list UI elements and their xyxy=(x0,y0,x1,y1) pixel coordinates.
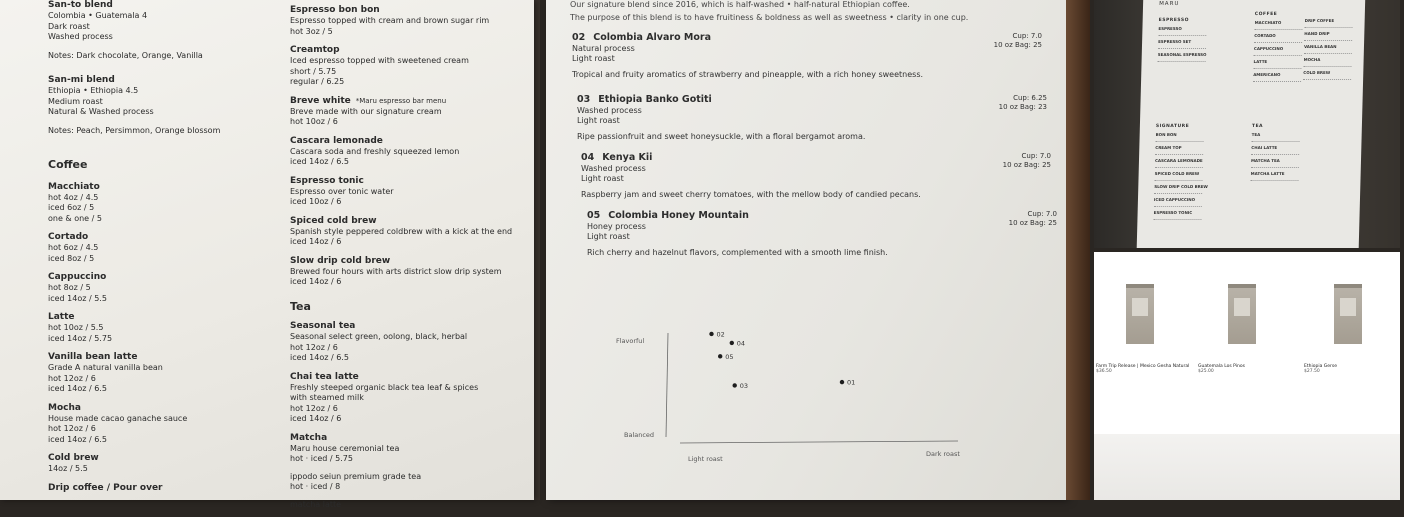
wall-menu-item xyxy=(1303,70,1383,80)
menu-item-detail: hot 3oz / 5 xyxy=(290,26,333,36)
intro-line: Our signature blend since 2016, which is half-washed • half-natural Ethiopian coffee. xyxy=(570,0,910,9)
menu-item xyxy=(290,320,520,364)
menu-item-detail: hot · iced / 8 xyxy=(290,482,341,491)
menu-item-name: Latte xyxy=(48,312,75,322)
wall-menu-item-detail xyxy=(1304,50,1352,54)
wall-menu-item-detail xyxy=(1158,58,1206,62)
origin-name: Colombia Honey Mountain xyxy=(608,210,749,221)
menu-item xyxy=(48,181,268,225)
price-bag: 10 oz Bag: 25 xyxy=(993,41,1042,49)
menu-item xyxy=(48,402,268,446)
menu-item-detail: hot 4oz / 4.5 xyxy=(48,192,99,202)
product-price: $27.50 xyxy=(1304,369,1320,374)
wall-menu-item-name: MATCHA LATTE xyxy=(1250,171,1285,176)
wall-menu-item-detail xyxy=(1153,216,1201,220)
menu-item-name: Chai tea latte xyxy=(290,371,359,382)
wall-menu-item-detail xyxy=(1253,65,1301,69)
menu-item xyxy=(48,452,268,475)
wall-menu-item-name: CASCARA LEMONADE xyxy=(1154,158,1203,163)
origin-price xyxy=(994,32,1042,50)
menu-item-tag: *Maru espresso bar menu xyxy=(355,96,447,105)
wall-menu-item-name: SPICED COLD BREW xyxy=(1154,171,1200,176)
wall-menu-item-name: MOCHA xyxy=(1303,57,1321,62)
wall-menu-item xyxy=(1251,145,1331,155)
plot-point-label: 01 xyxy=(847,378,856,387)
menu-item-detail: Spanish style peppered coldbrew with a kick at the end xyxy=(290,226,513,236)
product-name[interactable]: Ethiopia Gerse xyxy=(1304,364,1337,369)
menu-right-column xyxy=(290,4,520,517)
origin-entry xyxy=(587,210,1057,258)
section-title-coffee: Coffee xyxy=(48,158,88,171)
menu-item xyxy=(290,4,520,37)
wall-menu-item-name: CORTADO xyxy=(1254,33,1276,38)
menu-item-title: Creamtop xyxy=(290,45,340,55)
menu-item-detail: iced 10oz / 6 xyxy=(290,197,342,206)
wall-menu-item-name: AMERICANO xyxy=(1253,72,1281,77)
plot-point-label: 05 xyxy=(725,352,734,361)
blend-detail: Washed process xyxy=(48,32,113,41)
origin-roast: Light roast xyxy=(577,116,620,125)
blend-notes: Notes: Dark chocolate, Orange, Vanilla xyxy=(48,50,203,60)
menu-item-name xyxy=(290,175,520,187)
section-title-tea: Tea xyxy=(290,299,311,313)
plot-point xyxy=(730,341,734,345)
wall-menu-item-name: VANILLA BEAN xyxy=(1303,44,1337,49)
menu-item-name: Cold brew xyxy=(48,453,99,463)
wall-menu-item xyxy=(1158,26,1238,36)
bag-label xyxy=(1340,298,1356,316)
menu-item-detail: Espresso over tonic water xyxy=(290,186,394,196)
menu-item-detail: Breve made with our signature cream xyxy=(290,106,442,116)
menu-item-detail: ippodo seiun premium grade tea xyxy=(290,471,422,481)
wall-menu-item xyxy=(1304,44,1384,54)
menu-item-name xyxy=(290,95,520,107)
wall-menu-item-name: HAND DRIP xyxy=(1304,31,1330,36)
origin-price xyxy=(1003,152,1051,170)
menu-item xyxy=(48,271,268,304)
blends-photo-panel xyxy=(546,0,1090,500)
menu-item-detail: 14oz / 5.5 xyxy=(48,464,88,473)
wall-menu-item-detail xyxy=(1304,37,1352,41)
blend-notes: Notes: Peach, Persimmon, Orange blossom xyxy=(48,125,221,135)
plot-point-label: 03 xyxy=(739,381,748,390)
wall-menu-item-name: SEASONAL ESPRESSO xyxy=(1157,52,1207,57)
wall-menu-heading: TEA xyxy=(1251,124,1264,129)
menu-item-name xyxy=(290,4,520,16)
wall-menu-item-detail xyxy=(1253,78,1301,82)
menu-item xyxy=(48,351,268,395)
origin-description: Ripe passionfruit and sweet honeysuckle, with a floral bergamot aroma. xyxy=(577,132,866,141)
origin-number: 02 xyxy=(572,32,586,43)
menu-item-detail: House made cacao ganache sauce xyxy=(48,413,188,423)
menu-item xyxy=(290,472,520,493)
wall-menu-column xyxy=(1157,10,1238,65)
x-axis-right-label: Dark roast xyxy=(926,450,960,458)
origin-process: Honey process xyxy=(587,222,646,231)
wall-menu-item-name: MATCHA TEA xyxy=(1250,158,1280,163)
menu-item-detail: hot 12oz / 6 xyxy=(48,373,96,383)
menu-item-detail: iced 14oz / 6.5 xyxy=(290,353,349,362)
blurred-photo-panel xyxy=(1094,434,1400,500)
wall-menu-item-name: LATTE xyxy=(1253,59,1268,64)
menu-item xyxy=(290,95,520,128)
wall-menu-item-detail xyxy=(1154,177,1202,181)
menu-item-name xyxy=(290,44,520,56)
plot-point xyxy=(840,380,844,384)
wall-menu-item xyxy=(1155,145,1235,155)
wall-menu-item-detail xyxy=(1254,39,1302,43)
origin-name: Kenya Kii xyxy=(602,152,653,163)
menu-item-detail: iced 8oz / 5 xyxy=(48,253,95,263)
blend-detail: Natural & Washed process xyxy=(48,107,154,116)
wall-menu-heading: ESPRESSO xyxy=(1158,18,1189,23)
menu-item-name: Cappuccino xyxy=(48,272,107,282)
bag-label xyxy=(1132,298,1148,316)
wall-menu-item xyxy=(1153,210,1233,220)
wall-menu-item-detail xyxy=(1250,177,1298,181)
wall-menu-item xyxy=(1303,57,1383,67)
product-card[interactable] xyxy=(1304,284,1404,374)
price-bag: 10 oz Bag: 25 xyxy=(1002,161,1051,169)
origin-description: Raspberry jam and sweet cherry tomatoes, with the mellow body of candied pecans. xyxy=(581,190,921,199)
price-cup: Cup: 7.0 xyxy=(1012,32,1042,40)
wall-menu-item xyxy=(1251,158,1331,168)
menu-item-detail: iced 14oz / 5.5 xyxy=(48,293,107,303)
wall-menu-item-detail xyxy=(1155,151,1203,155)
price-cup: Cup: 7.0 xyxy=(1021,152,1051,160)
blend-detail: Colombia • Guatemala 4 xyxy=(48,11,148,20)
origin-process: Natural process xyxy=(572,44,635,53)
menu-item-detail: iced 14oz / 6.5 xyxy=(48,434,107,444)
menu-item xyxy=(290,371,520,425)
wall-menu-item-name: ICED CAPPUCCINO xyxy=(1153,197,1196,202)
wall-menu-board xyxy=(1137,0,1366,248)
origin-title xyxy=(581,152,1051,164)
menu-item-detail: hot 6oz / 4.5 xyxy=(48,243,99,252)
origin-price xyxy=(1009,210,1057,228)
plot-point-label: 04 xyxy=(736,339,746,348)
menu-item-detail: hot · iced / 5.75 xyxy=(290,454,353,463)
product-price: $25.00 xyxy=(1198,369,1214,374)
wall-menu-column xyxy=(1303,10,1385,83)
price-cup: Cup: 6.25 xyxy=(1013,94,1047,102)
wall-menu-item-detail xyxy=(1154,190,1202,194)
wall-menu-heading: COFFEE xyxy=(1254,12,1278,17)
menu-item-title: Slow drip cold brew xyxy=(290,255,391,266)
menu-item xyxy=(290,500,520,511)
y-axis-top-label: Flavorful xyxy=(616,337,645,345)
menu-item-name: Cortado xyxy=(48,232,89,242)
menu-item-title: Cascara lemonade xyxy=(290,135,383,146)
menu-item xyxy=(290,255,520,288)
blend-name: San-to blend xyxy=(48,0,113,10)
origin-process: Washed process xyxy=(581,164,646,173)
wall-menu-item-name: DRIP COFFEE xyxy=(1304,18,1335,23)
wall-menu-item-name: MACCHIATO xyxy=(1254,20,1282,25)
coffee-bag-image[interactable] xyxy=(1126,284,1154,344)
menu-item-detail: Brewed four hours with arts district slow drip system xyxy=(290,266,502,276)
wall-menu-heading: SIGNATURE xyxy=(1155,124,1190,129)
origin-description: Tropical and fruity aromatics of strawberry and pineapple, with a rich honey sweetness. xyxy=(572,70,924,79)
menu-item xyxy=(290,215,520,248)
menu-item-detail: with steamed milk xyxy=(290,393,364,402)
wall-menu-item xyxy=(1158,39,1238,49)
origin-entry xyxy=(581,152,1051,200)
menu-item-detail: hot 8oz / 5 xyxy=(48,283,91,292)
plot-point-label: 02 xyxy=(716,330,725,339)
blend-entry xyxy=(48,75,268,136)
wall-menu-item xyxy=(1304,18,1384,28)
menu-item-name: Seasonal tea xyxy=(290,321,356,331)
menu-item-detail: iced 14oz / 6 xyxy=(290,237,342,246)
wall-menu-item xyxy=(1158,52,1238,62)
wall-menu-title: MARU xyxy=(1159,1,1180,7)
origin-name: Ethiopia Banko Gotiti xyxy=(598,94,712,105)
wall-menu-item xyxy=(1304,31,1384,41)
product-card[interactable] xyxy=(1096,284,1196,374)
coffee-bag-image[interactable] xyxy=(1334,284,1362,344)
wall-menu-item xyxy=(1250,171,1330,181)
wall-menu-item-name: CREAM TOP xyxy=(1155,145,1182,150)
origin-roast: Light roast xyxy=(587,232,630,241)
menu-item xyxy=(290,135,520,168)
menu-item xyxy=(290,432,520,465)
menu-item-name xyxy=(290,135,520,147)
origin-title xyxy=(572,32,1042,44)
menu-item-name: Drip coffee / Pour over xyxy=(48,482,163,493)
menu-item-detail: one & one / 5 xyxy=(48,213,102,223)
product-price: $36.50 xyxy=(1096,369,1112,374)
menu-item xyxy=(290,44,520,88)
wall-menu-item-detail xyxy=(1251,138,1299,142)
bag-label xyxy=(1234,298,1250,316)
menu-item-detail: hot 12oz / 6 xyxy=(290,342,338,352)
x-axis-left-label: Light roast xyxy=(688,455,723,463)
origin-number: 05 xyxy=(587,210,601,221)
blend-name: San-mi blend xyxy=(48,75,115,85)
blends-sheet xyxy=(546,0,1066,500)
origin-description: Rich cherry and hazelnut flavors, complemented with a smooth lime finish. xyxy=(587,248,888,257)
menu-item-detail: Maru house ceremonial tea xyxy=(290,443,400,453)
product-card[interactable] xyxy=(1198,284,1298,374)
menu-item-detail: Seasonal select green, oolong, black, herbal xyxy=(290,332,468,341)
wall-menu-item-name: BON BON xyxy=(1155,132,1177,137)
menu-left-column xyxy=(48,0,268,501)
blend-detail: Medium roast xyxy=(48,96,103,106)
menu-item-detail: Cascara soda and freshly squeezed lemon xyxy=(290,146,460,156)
wall-menu-item-detail xyxy=(1155,164,1203,168)
wall-menu-item-name: COLD BREW xyxy=(1303,70,1331,75)
menu-item-detail: regular / 6.25 xyxy=(290,77,345,86)
menu-item-name: Matcha xyxy=(290,432,328,443)
price-bag: 10 oz Bag: 25 xyxy=(1008,219,1057,227)
menu-item xyxy=(290,175,520,208)
origin-roast: Light roast xyxy=(581,174,624,183)
blend-detail: Ethiopia • Ethiopia 4.5 xyxy=(48,86,139,95)
wall-menu-item-detail xyxy=(1251,164,1299,168)
menu-item-title: Espresso bon bon xyxy=(290,5,380,15)
menu-photo-panel xyxy=(0,0,540,509)
wood-background xyxy=(1066,0,1090,500)
origin-entry xyxy=(577,94,1047,142)
wall-menu-column xyxy=(1250,116,1332,184)
origin-price xyxy=(999,94,1047,112)
menu-item-title: Breve white xyxy=(290,95,351,106)
wall-menu-item-detail xyxy=(1154,203,1202,207)
wall-menu-item-name: SLOW DRIP COLD BREW xyxy=(1154,184,1208,189)
menu-item-name xyxy=(290,255,520,267)
origin-name: Colombia Alvaro Mora xyxy=(593,32,711,43)
plot-point xyxy=(718,354,722,358)
menu-item-detail: Espresso topped with cream and brown sugar rim xyxy=(290,16,490,25)
product-name[interactable]: Farm Trip Release | Mexico Gesha Natural xyxy=(1096,364,1190,369)
menu-item-detail: iced 6oz / 5 xyxy=(48,203,95,212)
origin-entry xyxy=(572,32,1042,80)
wall-menu-item xyxy=(1154,197,1234,207)
wall-menu-item-name: ESPRESSO TONIC xyxy=(1153,210,1193,215)
wall-menu-photo-panel xyxy=(1094,0,1400,248)
coffee-bag-image[interactable] xyxy=(1228,284,1256,344)
menu-item-detail: Grade A natural vanilla bean xyxy=(48,363,163,372)
menu-item-detail: hot 10oz / 6 xyxy=(290,117,338,126)
wall-menu-item-detail xyxy=(1158,32,1206,36)
menu-item-detail: matcha latte xyxy=(290,499,342,509)
intro-line: The purpose of this blend is to have fruitiness & boldness as well as sweetness • clarity in one cup. xyxy=(570,13,969,22)
menu-item-detail: iced 14oz / 5.75 xyxy=(48,333,113,343)
roast-flavor-plot xyxy=(616,325,966,465)
product-name[interactable]: Guatemala Los Pinos xyxy=(1198,364,1245,369)
wall-menu-item-name: CAPPUCCINO xyxy=(1253,46,1284,51)
wall-menu-item-detail xyxy=(1303,63,1351,67)
wall-menu-item-name: ESPRESSO SET xyxy=(1158,39,1192,44)
blend-entry xyxy=(48,0,268,61)
wall-menu-column xyxy=(1153,116,1236,223)
origin-title xyxy=(577,94,1047,106)
price-bag: 10 oz Bag: 23 xyxy=(998,103,1047,111)
wall-menu-item xyxy=(1154,171,1234,181)
menu-item-name: Macchiato xyxy=(48,181,100,192)
menu-item xyxy=(48,231,268,264)
blend-intro xyxy=(570,0,968,24)
y-axis-bottom-label: Balanced xyxy=(624,431,655,439)
menu-item-name: Mocha xyxy=(48,402,81,413)
wall-menu-item-detail xyxy=(1303,76,1351,80)
wall-menu-item xyxy=(1155,132,1235,142)
plot-point xyxy=(709,332,713,336)
menu-item-detail: hot 12oz / 6 xyxy=(290,403,338,413)
menu-item-detail: iced 14oz / 6 xyxy=(290,277,342,286)
menu-item-detail: Freshly steeped organic black tea leaf & spices xyxy=(290,382,479,392)
origin-process: Washed process xyxy=(577,106,642,115)
wall-menu-item xyxy=(1155,158,1235,168)
menu-sheet xyxy=(0,0,534,509)
x-axis-line xyxy=(680,441,958,443)
wall-menu-item-detail xyxy=(1254,26,1302,30)
wall-menu-item xyxy=(1154,184,1234,194)
menu-item-detail: iced 14oz / 6.5 xyxy=(48,384,107,393)
wall-menu-item xyxy=(1251,132,1331,142)
menu-item-name: Vanilla bean latte xyxy=(48,352,138,362)
shop-products-panel xyxy=(1094,252,1400,434)
wall-menu-item-name: ESPRESSO xyxy=(1158,26,1182,31)
price-cup: Cup: 7.0 xyxy=(1027,210,1057,218)
wall-menu-item-name: TEA xyxy=(1251,132,1261,137)
menu-item-detail: hot 10oz / 5.5 xyxy=(48,323,104,332)
wall-menu-item-detail xyxy=(1251,151,1299,155)
wall-menu-item-detail xyxy=(1155,138,1203,142)
menu-item-detail: short / 5.75 xyxy=(290,66,337,76)
menu-item-name xyxy=(290,215,520,227)
y-axis-line xyxy=(666,333,668,437)
menu-item-detail: iced 14oz / 6.5 xyxy=(290,157,349,166)
menu-item-detail: hot 12oz / 6 xyxy=(48,424,96,433)
wall-menu-item-detail xyxy=(1254,52,1302,56)
origin-roast: Light roast xyxy=(572,54,615,63)
menu-item-detail: iced 14oz / 6 xyxy=(290,414,342,423)
menu-item-detail: Iced espresso topped with sweetened cream xyxy=(290,56,469,65)
wall-menu-item-name: CHAI LATTE xyxy=(1251,145,1278,150)
origin-number: 04 xyxy=(581,152,595,163)
plot-point xyxy=(733,383,737,387)
menu-item-title: Espresso tonic xyxy=(290,175,364,186)
origin-number: 03 xyxy=(577,94,591,105)
menu-item xyxy=(48,311,268,344)
menu-item-title: Spiced cold brew xyxy=(290,215,377,226)
origin-title xyxy=(587,210,1057,222)
wall-menu-item-detail xyxy=(1158,45,1206,49)
wall-menu-item-detail xyxy=(1304,24,1352,28)
blend-detail: Dark roast xyxy=(48,21,90,31)
menu-item xyxy=(48,482,268,494)
